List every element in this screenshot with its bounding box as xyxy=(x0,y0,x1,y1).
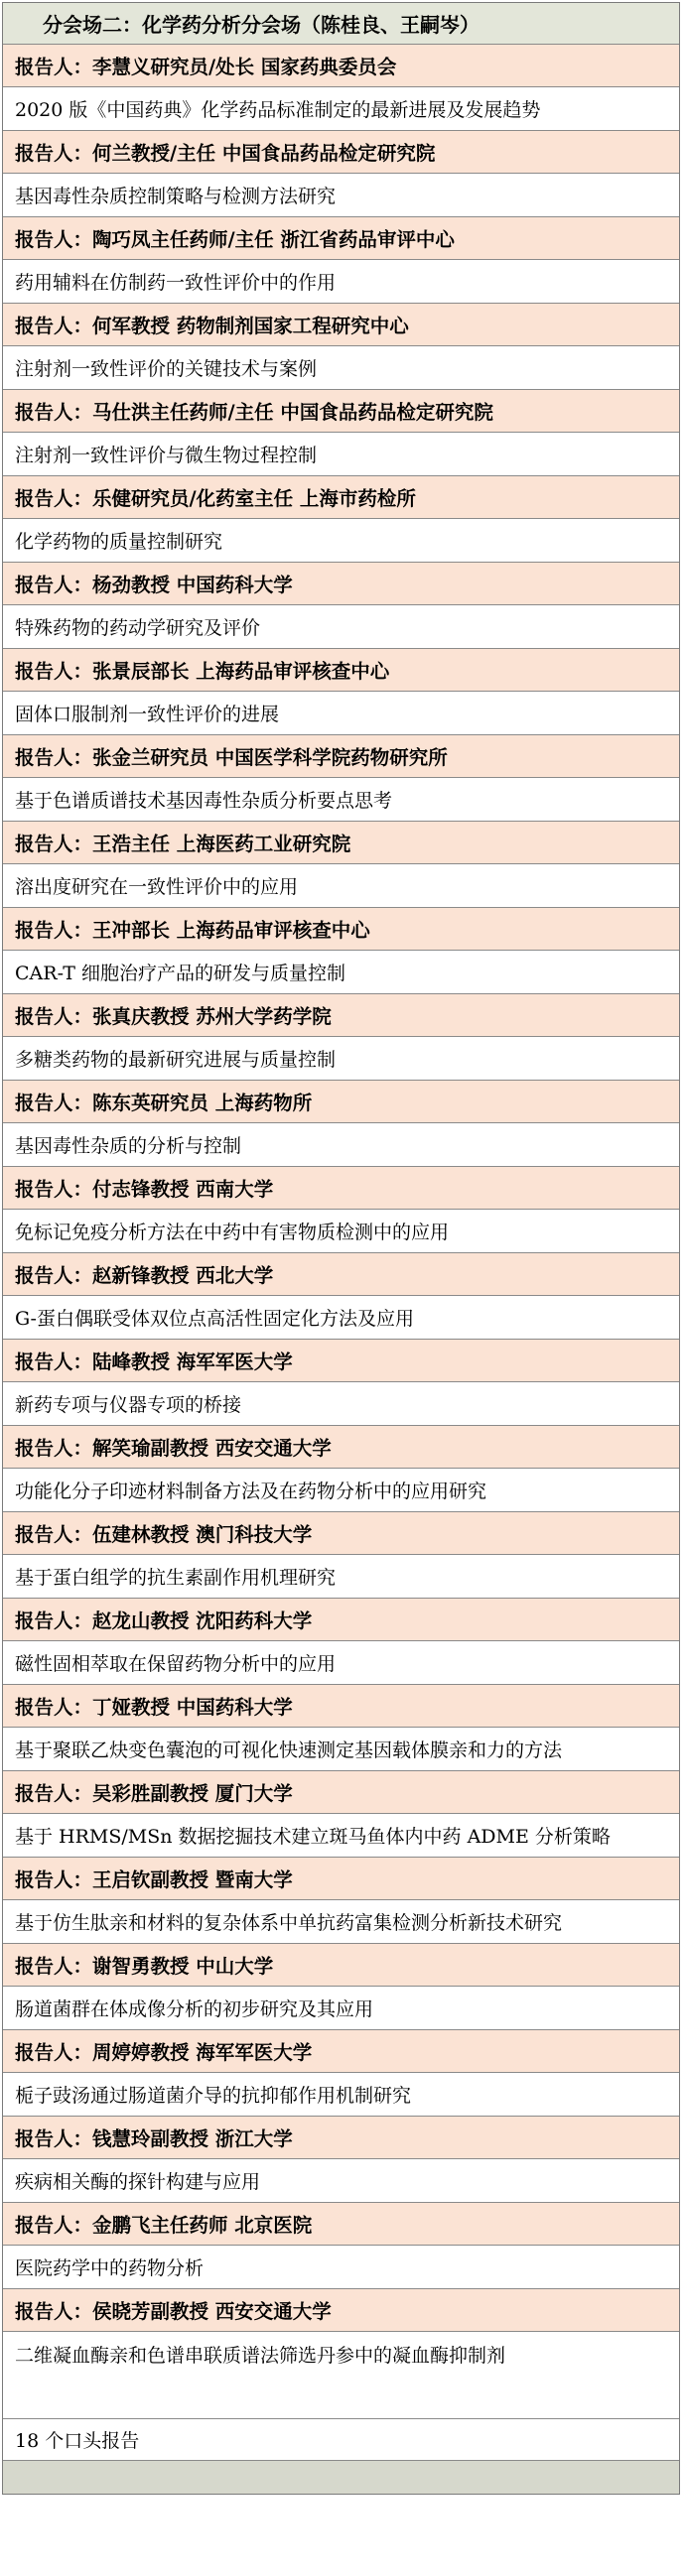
speaker-row: 报告人：王浩主任 上海医药工业研究院 xyxy=(3,822,679,864)
topic-row: 基于 HRMS/MSn 数据挖掘技术建立斑马鱼体内中药 ADME 分析策略 xyxy=(3,1814,679,1858)
topic-row: 基于仿生肽亲和材料的复杂体系中单抗药富集检测分析新技术研究 xyxy=(3,1900,679,1944)
speaker-row: 报告人：金鹏飞主任药师 北京医院 xyxy=(3,2203,679,2246)
speaker-row: 报告人：王启钦副教授 暨南大学 xyxy=(3,1858,679,1900)
speaker-row: 报告人：周婷婷教授 海军军医大学 xyxy=(3,2030,679,2073)
topic-row: 化学药物的质量控制研究 xyxy=(3,519,679,563)
topic-row: 疾病相关酶的探针构建与应用 xyxy=(3,2159,679,2203)
footer-band xyxy=(3,2461,679,2494)
topic-row: 基于蛋白组学的抗生素副作用机理研究 xyxy=(3,1555,679,1599)
topic-row: 药用辅料在仿制药一致性评价中的作用 xyxy=(3,260,679,304)
session-title: 分会场二：化学药分析分会场（陈桂良、王嗣岑） xyxy=(3,3,679,45)
topic-row: 固体口服制剂一致性评价的进展 xyxy=(3,692,679,735)
speaker-row: 报告人：丁娅教授 中国药科大学 xyxy=(3,1685,679,1728)
speaker-row: 报告人：张真庆教授 苏州大学药学院 xyxy=(3,994,679,1037)
topic-row: 基因毒性杂质的分析与控制 xyxy=(3,1123,679,1167)
speaker-row: 报告人：赵龙山教授 沈阳药科大学 xyxy=(3,1599,679,1641)
speaker-row: 报告人：侯晓芳副教授 西安交通大学 xyxy=(3,2289,679,2332)
topic-row: 溶出度研究在一致性评价中的应用 xyxy=(3,864,679,908)
topic-row: G-蛋白偶联受体双位点高活性固定化方法及应用 xyxy=(3,1296,679,1340)
topic-row: 2020 版《中国药典》化学药品标准制定的最新进展及发展趋势 xyxy=(3,87,679,131)
speaker-row: 报告人：马仕洪主任药师/主任 中国食品药品检定研究院 xyxy=(3,390,679,433)
topic-row: 多糖类药物的最新研究进展与质量控制 xyxy=(3,1037,679,1081)
speaker-row: 报告人：吴彩胜副教授 厦门大学 xyxy=(3,1771,679,1814)
speaker-row: 报告人：李慧义研究员/处长 国家药典委员会 xyxy=(3,45,679,87)
speaker-row: 报告人：付志锋教授 西南大学 xyxy=(3,1167,679,1210)
topic-row: CAR-T 细胞治疗产品的研发与质量控制 xyxy=(3,951,679,994)
speaker-row: 报告人：张景辰部长 上海药品审评核查中心 xyxy=(3,649,679,692)
topic-row: 磁性固相萃取在保留药物分析中的应用 xyxy=(3,1641,679,1685)
blank-row xyxy=(3,2376,679,2419)
speaker-row: 报告人：钱慧玲副教授 浙江大学 xyxy=(3,2117,679,2159)
speaker-row: 报告人：陆峰教授 海军军医大学 xyxy=(3,1340,679,1382)
topic-row: 新药专项与仪器专项的桥接 xyxy=(3,1382,679,1426)
topic-row: 注射剂一致性评价与微生物过程控制 xyxy=(3,433,679,476)
topic-row: 二维凝血酶亲和色谱串联质谱法筛选丹参中的凝血酶抑制剂 xyxy=(3,2332,679,2376)
topic-row: 基因毒性杂质控制策略与检测方法研究 xyxy=(3,174,679,217)
topic-row: 医院药学中的药物分析 xyxy=(3,2246,679,2289)
topic-row: 免标记免疫分析方法在中药中有害物质检测中的应用 xyxy=(3,1210,679,1253)
speaker-row: 报告人：何军教授 药物制剂国家工程研究中心 xyxy=(3,304,679,346)
speaker-row: 报告人：王冲部长 上海药品审评核查中心 xyxy=(3,908,679,951)
topic-row: 基于聚联乙炔变色囊泡的可视化快速测定基因载体膜亲和力的方法 xyxy=(3,1728,679,1771)
topic-row: 栀子豉汤通过肠道菌介导的抗抑郁作用机制研究 xyxy=(3,2073,679,2117)
speaker-row: 报告人：张金兰研究员 中国医学科学院药物研究所 xyxy=(3,735,679,778)
topic-row: 功能化分子印迹材料制备方法及在药物分析中的应用研究 xyxy=(3,1469,679,1512)
speaker-row: 报告人：陈东英研究员 上海药物所 xyxy=(3,1081,679,1123)
agenda-table xyxy=(2,2,680,2495)
report-list xyxy=(3,45,679,2376)
topic-row: 肠道菌群在体成像分析的初步研究及其应用 xyxy=(3,1987,679,2030)
speaker-row: 报告人：伍建林教授 澳门科技大学 xyxy=(3,1512,679,1555)
speaker-row: 报告人：何兰教授/主任 中国食品药品检定研究院 xyxy=(3,131,679,174)
speaker-row: 报告人：赵新锋教授 西北大学 xyxy=(3,1253,679,1296)
speaker-row: 报告人：杨劲教授 中国药科大学 xyxy=(3,563,679,605)
speaker-row: 报告人：谢智勇教授 中山大学 xyxy=(3,1944,679,1987)
speaker-row: 报告人：乐健研究员/化药室主任 上海市药检所 xyxy=(3,476,679,519)
topic-row: 注射剂一致性评价的关键技术与案例 xyxy=(3,346,679,390)
speaker-row: 报告人：解笑瑜副教授 西安交通大学 xyxy=(3,1426,679,1469)
speaker-row: 报告人：陶巧凤主任药师/主任 浙江省药品审评中心 xyxy=(3,217,679,260)
topic-row: 特殊药物的药动学研究及评价 xyxy=(3,605,679,649)
report-count-summary: 18 个口头报告 xyxy=(3,2419,679,2461)
topic-row: 基于色谱质谱技术基因毒性杂质分析要点思考 xyxy=(3,778,679,822)
